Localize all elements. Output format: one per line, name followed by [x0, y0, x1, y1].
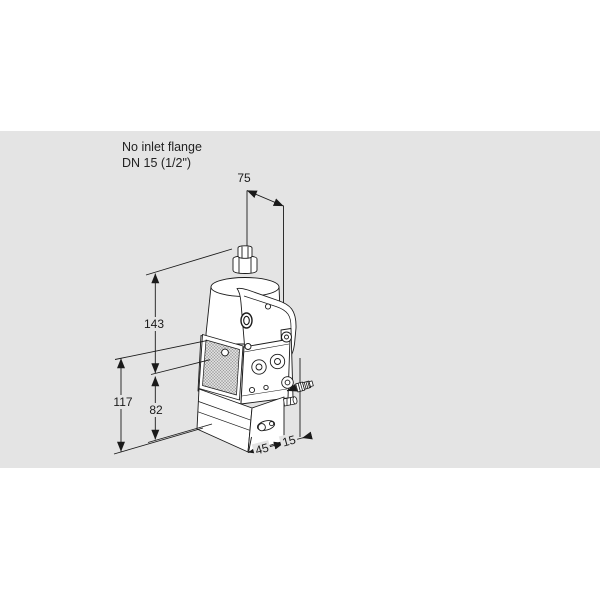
test-nipple — [296, 379, 314, 392]
variant-note-line1: No inlet flange — [122, 140, 202, 154]
variant-note-line2: DN 15 (1/2") — [122, 156, 192, 170]
valve-drawing — [197, 246, 314, 452]
dimension-label-82: 82 — [149, 403, 163, 417]
adjustment-knob — [233, 246, 257, 274]
dimension-label-143: 143 — [143, 317, 165, 331]
dim-75-line — [247, 191, 284, 207]
mesh-panel — [199, 335, 243, 401]
dimension-label-15: 15 — [280, 432, 298, 450]
dimension-label-75: 75 — [237, 171, 251, 185]
dimension-label-117: 117 — [113, 395, 133, 409]
dimension-label-45: 45 — [253, 440, 271, 458]
